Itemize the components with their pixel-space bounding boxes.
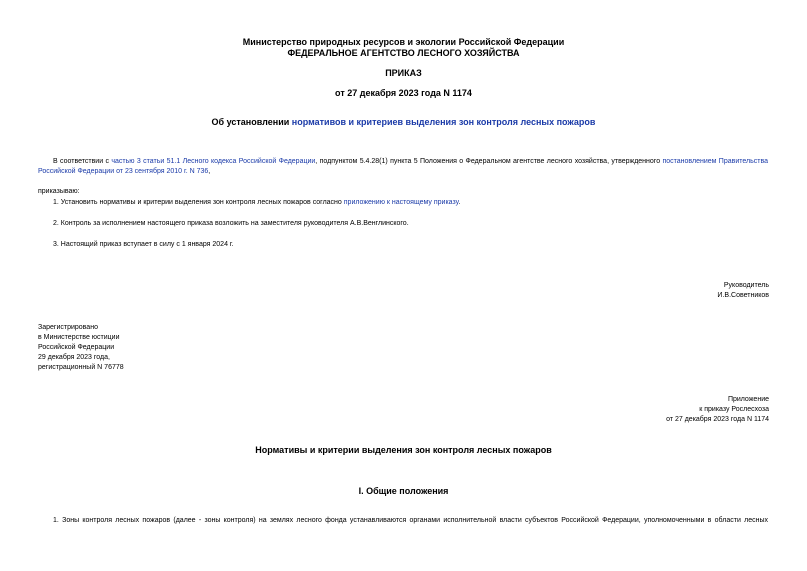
order-item-1-end: . bbox=[458, 199, 461, 206]
registration-line-4: 29 декабря 2023 года, bbox=[38, 354, 110, 361]
agency-name: ФЕДЕРАЛЬНОЕ АГЕНТСТВО ЛЕСНОГО ХОЗЯЙСТВА bbox=[287, 48, 520, 58]
appendix-title: Нормативы и критерии выделения зон контроля лесных пожаров bbox=[255, 445, 552, 455]
doc-date: от 27 декабря 2023 года N 1174 bbox=[335, 88, 472, 98]
preamble-text-3: , bbox=[208, 168, 211, 175]
signature-name: И.В.Советников bbox=[717, 292, 769, 299]
preamble-link-government-decree[interactable]: постановлением Правительства Российской Федерации от 23 сентября 2010 г. N 736 bbox=[38, 158, 769, 175]
preamble-link-forest-code[interactable]: частью 3 статьи 51.1 Лесного кодекса Российской Федерации bbox=[111, 158, 316, 165]
doc-title bbox=[0, 117, 807, 128]
appendix-line-1: Приложение bbox=[727, 396, 769, 403]
doc-title-link[interactable]: нормативов и критериев выделения зон контроля лесных пожаров bbox=[291, 117, 596, 127]
order-item-1 bbox=[53, 198, 460, 207]
order-word: приказываю: bbox=[38, 188, 80, 195]
section-title: I. Общие положения bbox=[358, 486, 449, 496]
appendix-line-3: от 27 декабря 2023 года N 1174 bbox=[666, 416, 769, 423]
section-paragraph-1: 1. Зоны контроля лесных пожаров (далее - зоны контроля) на землях лесного фонда устанавливаются органами исполнительной власти субъектов Российской Федерации, уполномоченными в области лесных bbox=[53, 517, 768, 524]
order-item-3: 3. Настоящий приказ вступает в силу с 1 января 2024 г. bbox=[53, 241, 234, 248]
preamble-text-1: В соответствии с bbox=[53, 158, 112, 165]
registration-line-1: Зарегистрировано bbox=[38, 324, 98, 331]
appendix-line-2: к приказу Рослесхоза bbox=[699, 406, 769, 413]
preamble-text-2: , подпунктом 5.4.28(1) пункта 5 Положения о Федеральном агентстве лесного хозяйства, утвержденного bbox=[315, 158, 663, 165]
ministry-name: Министерство природных ресурсов и экологии Российской Федерации bbox=[242, 37, 565, 47]
registration-line-5: регистрационный N 76778 bbox=[38, 364, 124, 371]
doc-type: ПРИКАЗ bbox=[385, 68, 422, 78]
preamble-paragraph bbox=[38, 157, 768, 177]
registration-line-2: в Министерстве юстиции bbox=[38, 334, 120, 341]
order-item-1-text: 1. Установить нормативы и критерии выделения зон контроля лесных пожаров согласно bbox=[53, 199, 344, 206]
doc-title-prefix: Об установлении bbox=[211, 117, 292, 127]
order-item-1-link[interactable]: приложению к настоящему приказу bbox=[343, 199, 459, 206]
registration-line-3: Российской Федерации bbox=[38, 344, 115, 351]
signature-role: Руководитель bbox=[723, 282, 769, 289]
order-item-2: 2. Контроль за исполнением настоящего приказа возложить на заместителя руководителя А.В.Венглинского. bbox=[53, 220, 409, 227]
